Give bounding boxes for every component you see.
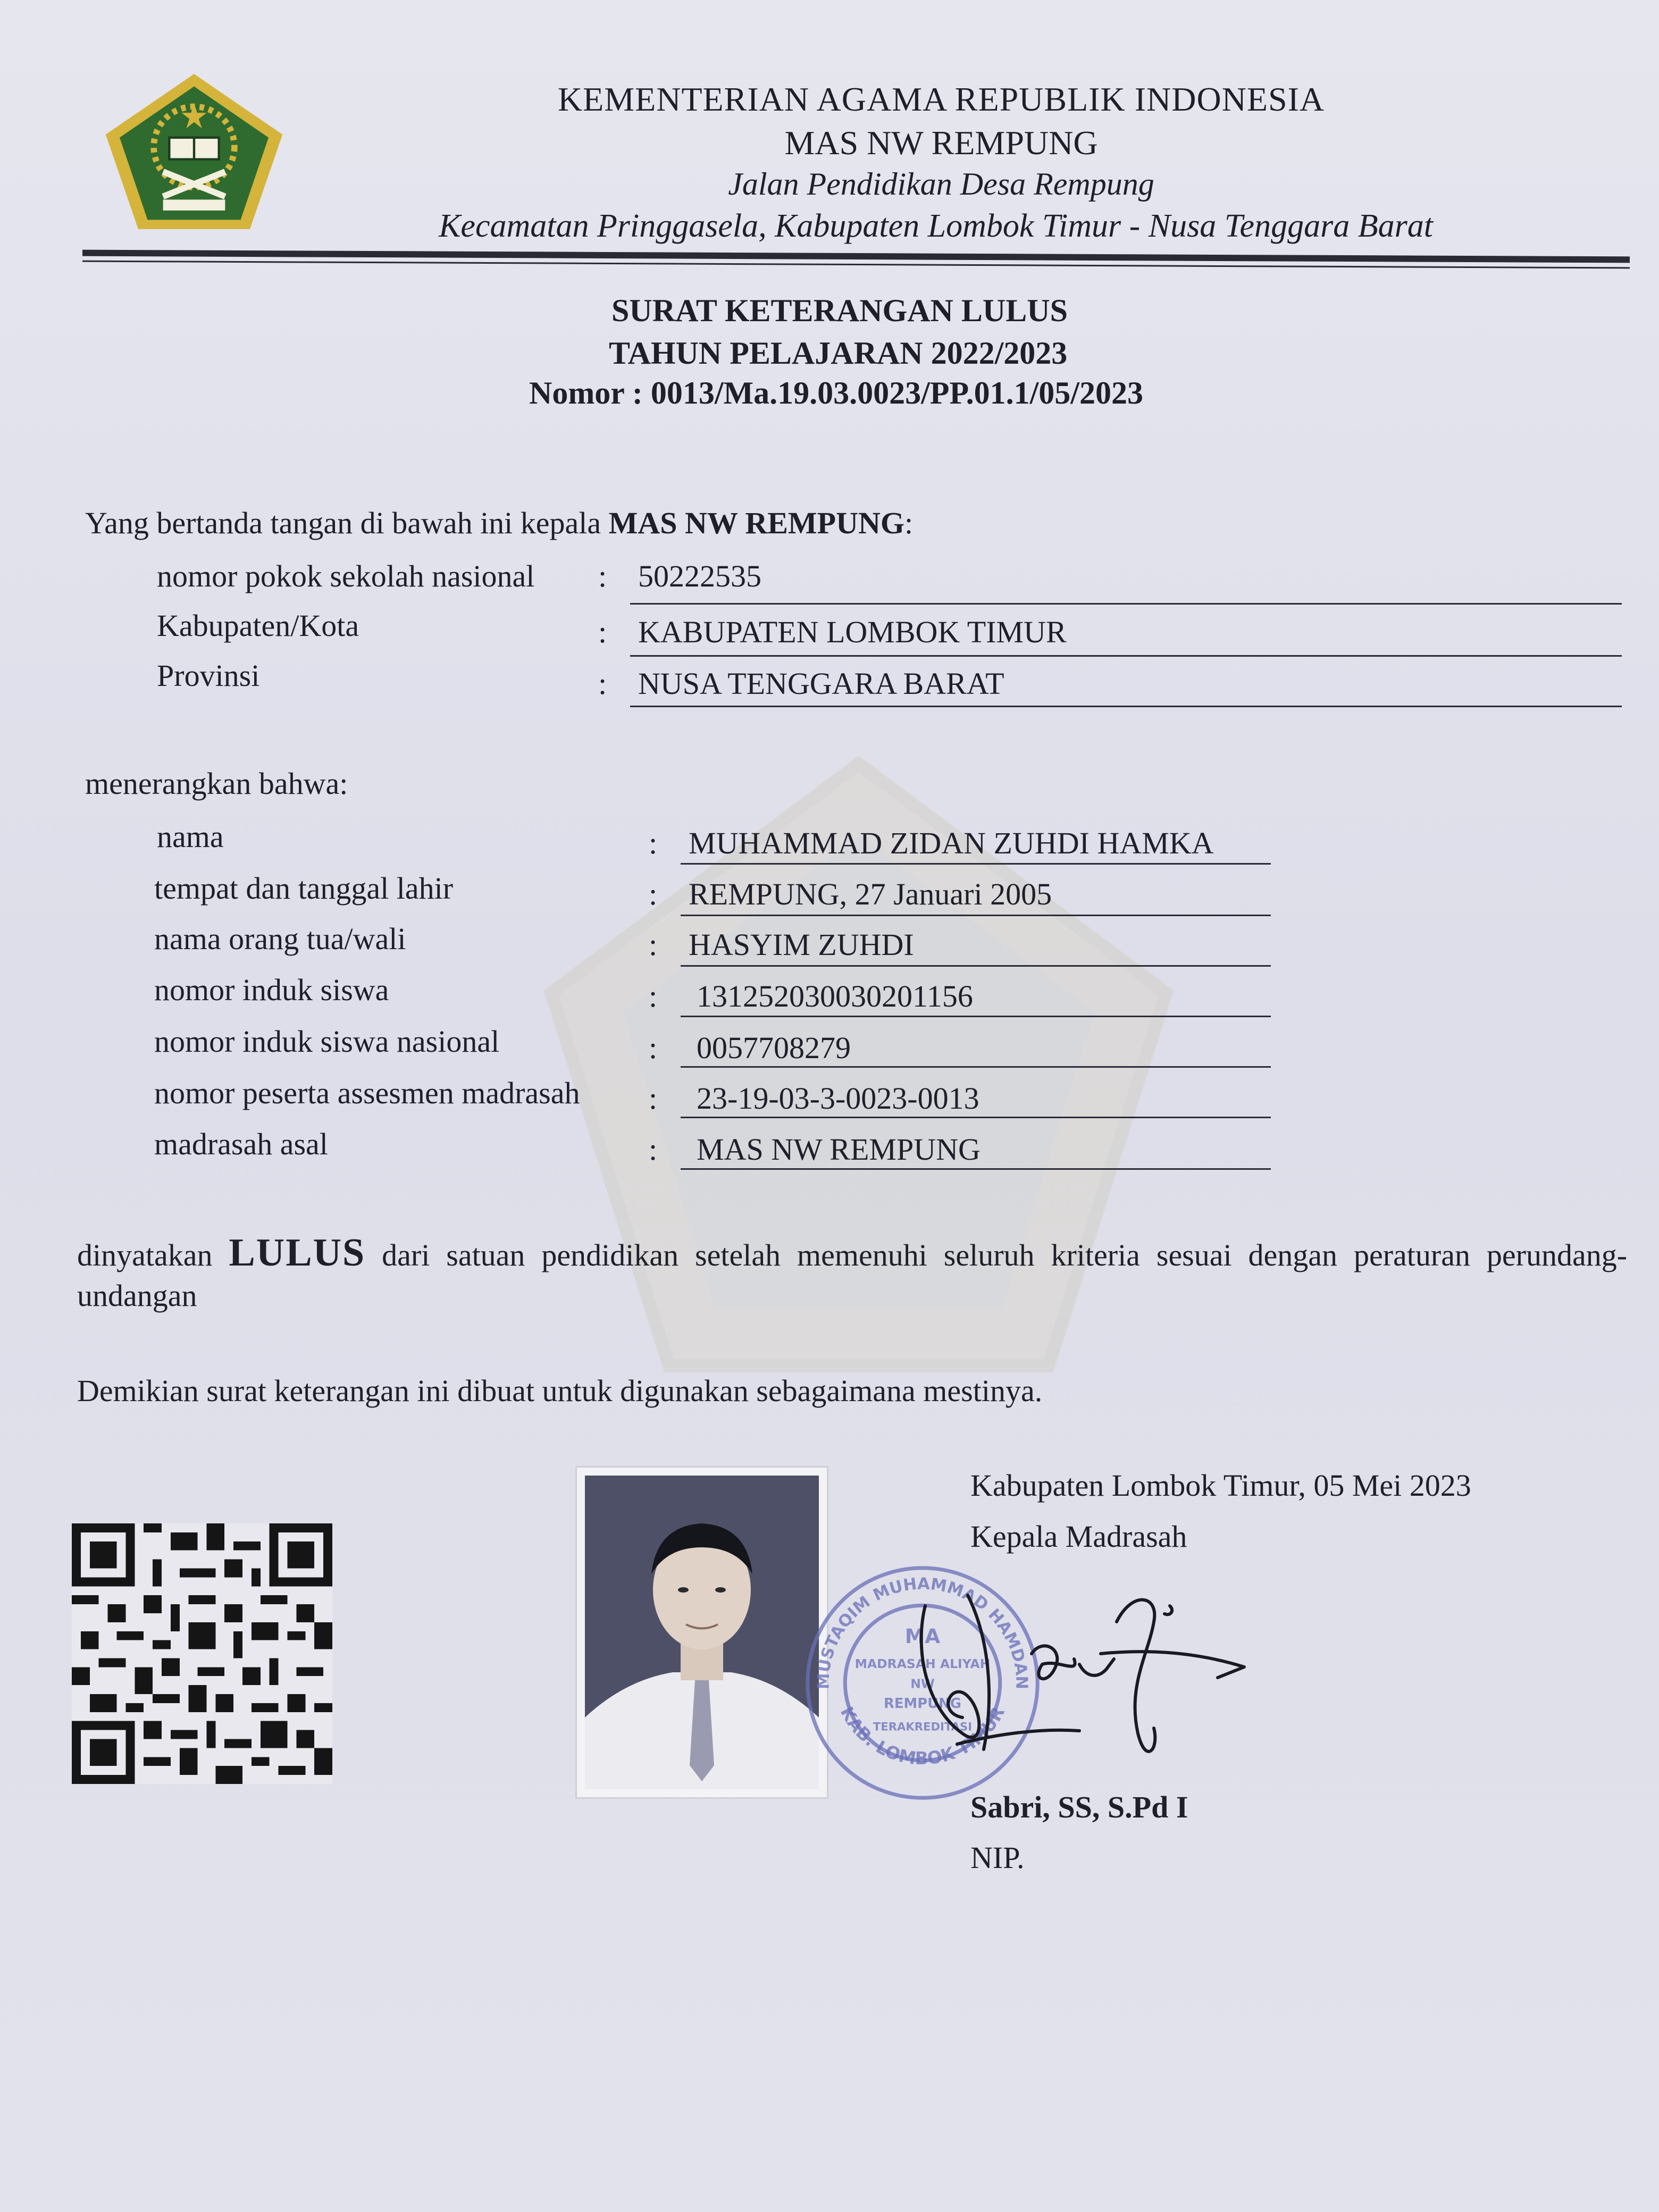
- student-info-label: nomor induk siswa nasional: [154, 1024, 500, 1059]
- stamp-center-1: MA: [904, 1624, 941, 1648]
- student-info-value: 23-19-03-3-0023-0013: [697, 1081, 979, 1116]
- student-info-colon: :: [649, 927, 658, 962]
- student-photo: [577, 1468, 827, 1797]
- intro-school: MAS NW REMPUNG: [608, 506, 904, 540]
- student-info-value: MAS NW REMPUNG: [697, 1132, 981, 1167]
- signature-position: Kepala Madrasah: [970, 1519, 1187, 1554]
- student-info-label: nomor peserta assesmen madrasah: [154, 1076, 580, 1110]
- school-info-colon: :: [598, 559, 607, 593]
- header-ministry: KEMENTERIAN AGAMA REPUBLIK INDONESIA: [557, 80, 1325, 118]
- signature-place-date: Kabupaten Lombok Timur, 05 Mei 2023: [970, 1468, 1471, 1503]
- school-info-label: Provinsi: [157, 658, 260, 693]
- underline: [681, 1168, 1271, 1170]
- underline: [681, 1117, 1271, 1118]
- header-school: MAS NW REMPUNG: [784, 124, 1098, 162]
- student-info-value: 131252030030201156: [697, 979, 973, 1013]
- underline: [630, 603, 1622, 605]
- underline: [681, 1066, 1271, 1068]
- school-info-value: 50222535: [638, 559, 761, 593]
- explains-text: menerangkan bahwa:: [85, 766, 348, 801]
- underline: [681, 965, 1271, 967]
- student-info-label: nomor induk siswa: [154, 973, 389, 1007]
- stamp-top-text: MUSTAQIM MUHAMMAD HAMDAN: [814, 1574, 1031, 1690]
- stamp-center-2: MADRASAH ALIYAH: [854, 1656, 991, 1671]
- stamp-bottom-text: KAB. LOMBOK TIMUR: [836, 1703, 1009, 1769]
- declaration-suffix: dari satuan pendidikan setelah memenuhi seluruh kriteria sesuai dengan peraturan perundang-undangan: [77, 1238, 1628, 1313]
- school-info-value: KABUPATEN LOMBOK TIMUR: [638, 615, 1067, 649]
- school-info-label: Kabupaten/Kota: [157, 608, 359, 643]
- intro-suffix: :: [904, 506, 914, 540]
- school-info-colon: :: [598, 615, 607, 649]
- student-info-label: madrasah asal: [154, 1127, 328, 1161]
- student-info-label: nama: [157, 819, 224, 854]
- declaration-status: LULUS: [229, 1231, 366, 1275]
- qr-code-icon: [72, 1523, 332, 1784]
- declaration-prefix: dinyatakan: [77, 1238, 213, 1272]
- school-info-label: nomor pokok sekolah nasional: [157, 559, 535, 593]
- header-street: Jalan Pendidikan Desa Rempung: [728, 166, 1154, 202]
- student-info-colon: :: [649, 1132, 658, 1167]
- student-info-colon: :: [649, 826, 658, 860]
- header-district: Kecamatan Pringgasela, Kabupaten Lombok Timur - Nusa Tenggara Barat: [439, 208, 1433, 244]
- school-info-colon: :: [598, 666, 607, 701]
- student-portrait-icon: [577, 1468, 827, 1797]
- closing-text: Demikian surat keterangan ini dibuat untuk digunakan sebagaimana mestinya.: [77, 1373, 1043, 1408]
- school-info-value: NUSA TENGGARA BARAT: [638, 666, 1004, 701]
- student-info-value: REMPUNG, 27 Januari 2005: [689, 877, 1052, 911]
- stamp-center-4: REMPUNG: [884, 1696, 961, 1712]
- student-info-label: nama orang tua/wali: [154, 921, 406, 956]
- intro-text: [85, 505, 913, 541]
- student-info-value: MUHAMMAD ZIDAN ZUHDI HAMKA: [689, 826, 1214, 860]
- student-info-value: 0057708279: [697, 1030, 851, 1065]
- underline: [630, 706, 1622, 707]
- signer-nip: NIP.: [970, 1840, 1025, 1875]
- underline: [681, 1016, 1271, 1017]
- underline: [681, 915, 1271, 916]
- student-info-colon: :: [649, 877, 658, 911]
- student-info-colon: :: [649, 1081, 658, 1116]
- stamp-center-5: TERAKREDITASI: [873, 1720, 973, 1733]
- ministry-logo-icon: [101, 69, 287, 234]
- signer-name: Sabri, SS, S.Pd I: [970, 1790, 1188, 1824]
- student-info-colon: :: [649, 979, 658, 1013]
- underline: [681, 863, 1271, 865]
- doc-title: SURAT KETERANGAN LULUS: [611, 293, 1068, 328]
- student-info-value: HASYIM ZUHDI: [689, 927, 914, 962]
- declaration-paragraph: [77, 1233, 1627, 1316]
- doc-year: TAHUN PELAJARAN 2022/2023: [609, 336, 1068, 371]
- doc-number: Nomor : 0013/Ma.19.03.0023/PP.01.1/05/2023: [529, 375, 1143, 410]
- student-info-colon: :: [649, 1030, 658, 1065]
- intro-prefix: Yang bertanda tangan di bawah ini kepala: [85, 506, 601, 540]
- handwritten-signature-icon: [904, 1574, 1276, 1797]
- underline: [630, 655, 1622, 657]
- stamp-center-3: NW: [910, 1676, 935, 1691]
- student-info-label: tempat dan tanggal lahir: [154, 871, 454, 906]
